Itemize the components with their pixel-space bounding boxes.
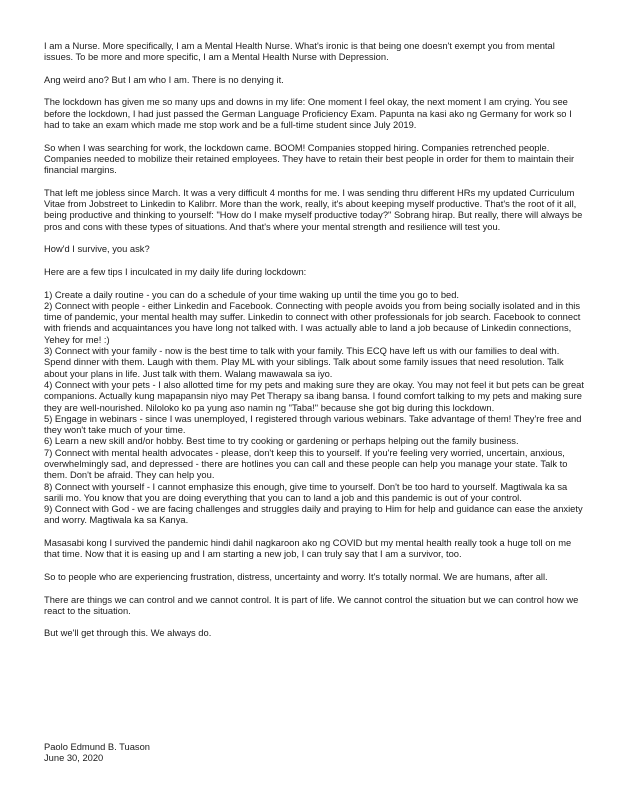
tip-item: 1) Create a daily routine - you can do a schedule of your time waking up until the time you go to bed. [44, 289, 459, 300]
paragraph-intro: I am a Nurse. More specifically, I am a Mental Health Nurse. What's ironic is that being one doesn't exempt you from mental issues. To be more and more specific, I am a Mental Health Nurse with Depression. [44, 41, 555, 63]
paragraph-survivor: Masasabi kong I survived the pandemic hindi dahil nagkaroon ako ng COVID but my mental health really took a huge toll on me that time. Now that it is easing up and I am starting a new job, I can truly say that I am a survivor, too. [44, 538, 572, 560]
tip-item: 7) Connect with mental health advocates - please, don't keep this to yourself. If you're feeling very worried, uncertain, anxious, overwhelmingly sad, and depressed - there are hotlines you can call and these people can help you manage your state. Talk to them. Don't be afraid. They can help you. [44, 447, 568, 481]
paragraph-lockdown: The lockdown has given me so many ups and downs in my life: One moment I feel okay, the next moment I am crying. You see before the lockdown, I had just passed the German Language Proficiency Exam. Papunta na kasi ako ng Germany for work so I had to take an exam which made me stop work and be a full-time student since July 2019. [44, 97, 572, 131]
signature-name: Paolo Edmund B. Tuason [44, 742, 150, 752]
paragraph-survive-question: How'd I survive, you ask? [44, 244, 150, 255]
tip-item: 2) Connect with people - either Linkedin and Facebook. Connecting with people avoids you from being socially isolated and in this time of pandemic, your mental health may suffer. Linkedin to connect with other professionals for job search. Facebook to connect with friends and acquaintances you have long not talked with. I was actually able to land a job because of Linkedin connections, Yehey for me! :) [44, 300, 581, 345]
tip-item: 5) Engage in webinars - since I was unemployed, I registered through various webinars. Take advantage of them! They're free and they won't take much of your time. [44, 413, 582, 436]
signature-block [44, 742, 150, 765]
tip-item: 3) Connect with your family - now is the best time to talk with your family. This ECQ have left us with our families to deal with. Spend dinner with them. Laugh with them. Play ML with your siblings. Talk about some family issues that need resolution. Talk about your plans in life. Just talk with them. Walang mawawala sa iyo. [44, 346, 564, 379]
paragraph-search: So when I was searching for work, the lockdown came. BOOM! Companies stopped hiring. Companies retrenched people. Companies needed to mobilize their retained employees. They have to retain their best people in order for them to maintain their financial margins. [44, 142, 575, 176]
letter-body [44, 41, 584, 651]
tips-list [44, 290, 584, 527]
tip-item: 6) Learn a new skill and/or hobby. Best time to try cooking or gardening or perhaps helping out the family business. [44, 436, 519, 447]
paragraph-closing: But we'll get through this. We always do. [44, 628, 212, 639]
paragraph-control: There are things we can control and we cannot control. It is part of life. We cannot control the situation but we can control how we react to the situation. [44, 594, 579, 616]
tip-item: 4) Connect with your pets - I also allotted time for my pets and making sure they are okay. You may not feel it but pets can be great companions. Actually kung mapapansin niyo may Pet Therapy sa ibang bansa. I found comfort talking to my pets and making sure they are well-nourished. Niloloko ko pa yung aso namin ng "Taba!" because she got big during this lockdown. [44, 379, 584, 413]
tip-item: 8) Connect with yourself - I cannot emphasize this enough, give time to yourself. Don't be too hard to yourself. Magtiwala ka sa sarili mo. You know that you are doing everything that you can to land a job and this pandemic is out of your control. [44, 481, 568, 503]
paragraph-weird: Ang weird ano? But I am who I am. There is no denying it. [44, 74, 284, 85]
paragraph-tips-intro: Here are a few tips I inculcated in my daily life during lockdown: [44, 266, 307, 277]
tip-item: 9) Connect with God - we are facing challenges and struggles daily and praying to Him for help and guidance can ease the anxiety and worry. Magtiwala ka sa Kanya. [44, 504, 583, 526]
paragraph-jobless: That left me jobless since March. It was a very difficult 4 months for me. I was sending thru different HRs my updated Curriculum Vitae from Jobstreet to Linkedin to Kalibrr. More than the work, really, it's about keeping myself productive. That's the root of it all, being productive and thinking to yourself: "How do I make myself productive today?" Sobrang hirap. But really, there will always be pros and cons with these types of situations. And that's where your mental strength and resilience will test you. [44, 187, 583, 232]
paragraph-normal: So to people who are experiencing frustration, distress, uncertainty and worry. It's totally normal. We are humans, after all. [44, 571, 548, 582]
signature-date: June 30, 2020 [44, 753, 104, 764]
